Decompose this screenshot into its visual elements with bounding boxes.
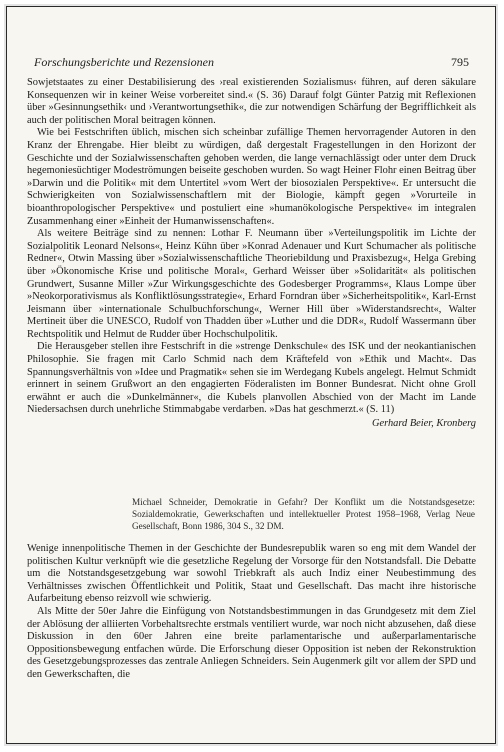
review-2-text <box>27 543 476 682</box>
page-header <box>34 55 469 71</box>
paragraph: Als weitere Beiträge sind zu nennen: Lothar F. Neumann über »Verteilungspolitik im Lichte der Sozialpolitik Leonard Nelsons«, Heinz Kühn über »Konrad Adenauer und Kurt Schumacher als politische Redner«, Otwin Massing über »Sozialwissenschaftliche Theoriebildung und Praxisbezug«, Helga Grebing über »Ökonomische Krise und politische Moral«, Gerhard Weisser über »Solidarität« als politischen Grundwert, Susanne Miller »Zur Wirkungsgeschichte des Godesberger Programms«, Klaus Lompe über »Neokorporativismus als Konfliktlösungsstrategie«, Erhard Forndran über »Sicherheitspolitik«, Karl-Ernst Jeismann über »internationale Schulbuchforschung«, Werner Hill über »Widerstandsrecht«, Walter Mertineit über die UNESCO, Rudolf von Thadden über »Luther und die DDR«, Rudolf Wassermann über Rechtspolitik und Helmut de Rudder über Hochschulpolitik. <box>27 228 476 340</box>
reviewer-signature: Gerhard Beier, Kronberg <box>372 418 476 430</box>
page-number: 795 <box>451 55 469 69</box>
paragraph: Sowjetstaates zu einer Destabilisierung des ›real existierenden Sozialismus‹ führen, auf deren säkulare Konsequenzen wir in keiner Weise vorbereitet sind.« (S. 36) Darauf folgt Günter Patzig mit Reflexionen über »Gesinnungsethik‹ und ›Verantwortungsethik«, die zur notwendigen Schärfung der Begrifflichkeit als auch der politischen Moral beitragen können. <box>27 77 476 126</box>
paragraph: Wie bei Festschriften üblich, mischen sich scheinbar zufällige Themen hervorragender Autoren in den Kranz der Ehrengabe. Hier bleibt zu würdigen, daß dergestalt Fragestellungen in den Horizont der Geschichte und der Sozialwissenschaften gehoben werden, die lange vernachlässigt oder unter dem Druck hegemoniesüchtiger Modeströmungen beiseite geschoben wurden. So wagt Heiner Flohr einen Beitrag über »Darwin und die Politik« mit dem Untertitel »vom Wert der biosozialen Perspektive«. Er untersucht die Schwierigkeiten von Sozialwissenschaftlern mit der Biologie, kämpft gegen »Vorurteile in bioanthropologischer Perspektive« und postuliert eine »humanökologische Perspektive« im integralen Zusammenhang einer »Einheit der Humanwissenschaften«. <box>27 127 476 227</box>
review-1-text <box>27 77 476 431</box>
paragraph: Als Mitte der 50er Jahre die Einfügung von Notstandsbestimmungen in das Grundgesetz mit dem Ziel der Ablösung der alliierten Vorbehaltsrechte erstmals ventiliert wurde, war noch nicht abzusehen, daß diese Diskussion in den 60er Jahren eine breite parlamentarische und außerparlamentarische Oppositionsbewegung entfachen würde. Die Erforschung dieser Opposition ist neben der Rekonstruktion des Gesetzgebungsprozesses das zentrale Anliegen Schneiders. Sein Augenmerk gilt vor allem der SPD und den Gewerkschaften, die <box>27 605 476 680</box>
book-citation: Michael Schneider, Demokratie in Gefahr? Der Konflikt um die Notstandsgesetze: Sozialdemokratie, Gewerkschaften und intellektueller Protest 1958–1968, Verlag Neue Gesellschaft, Bonn 1986, 304 S., 32 DM. <box>132 497 475 532</box>
paragraph: Wenige innenpolitische Themen in der Geschichte der Bundesrepublik waren so eng mit dem Wandel der politischen Kultur verknüpft wie die gesetzliche Regelung der Vorsorge für den Notstandsfall. Die Debatte um die Notstandsgesetzgebung war sowohl Triebkraft als auch Indiz einer Neubestimmung des Verhältnisses zwischen Öffentlichkeit und Politik, Staat und Gesellschaft. Das macht ihre historische Aufarbeitung ebenso reizvoll wie schwierig. <box>27 543 476 605</box>
paragraph: Die Herausgeber stellen ihre Festschrift in die »strenge Denkschule« des ISK und der neokantianischen Philosophie. Sie fragen mit Carlo Schmid nach dem Kräftefeld von »Ethik und Macht«. Das Spannungsverhältnis von »Idee und Pragmatik« sehen sie im Werdegang Kubels angelegt. Helmut Schmidt erinnert in seinem Grußwort an den engagierten Föderalisten im Bonner Bundesrat. Nicht ohne Groll erwähnt er auch die »Dunkelmänner«, die Kubels planvollen Abschied von der Macht im Lande Niedersachsen durch unehrliche Stimmabgabe verdarben. »Das hat geschmerzt.« (S. 11) <box>27 341 476 416</box>
running-head: Forschungsberichte und Rezensionen <box>34 55 214 69</box>
